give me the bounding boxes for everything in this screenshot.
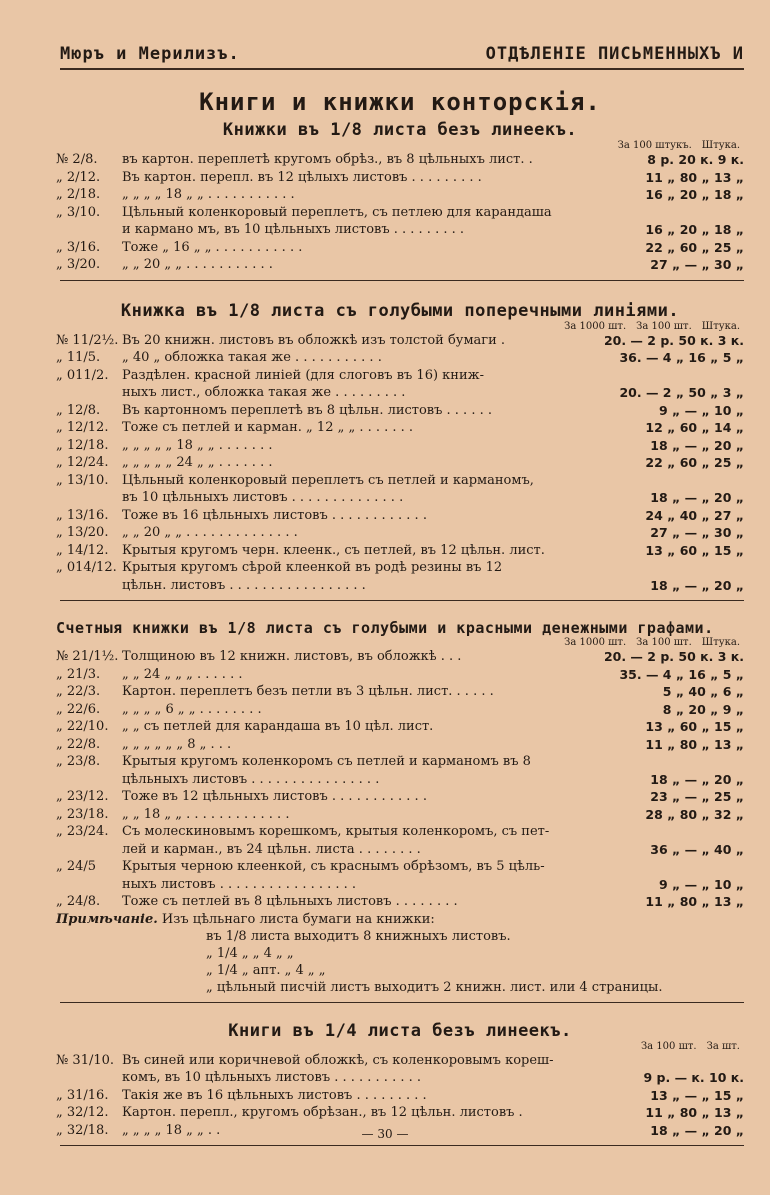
item-number: „ 22/10. — [56, 719, 109, 734]
item-description: Картон. перепл., кругомъ обрѣзан., въ 12 цѣльн. листовъ . — [122, 1105, 523, 1120]
note-line: „ цѣльный писчій листъ выходитъ 2 книжн. лист. или 4 страницы. — [206, 979, 663, 995]
item-prices: 18 „ — „ 20 „ — [650, 1122, 744, 1138]
item-prices: 20. — 2 „ 50 „ 3 „ — [619, 385, 744, 400]
item-description: Въ синей или коричневой обложкѣ, съ коленкоровымъ кореш- — [122, 1052, 554, 1068]
list-item — [56, 419, 744, 437]
item-description: „ „ „ „ „ 18 „ „ . . . . . . . — [122, 437, 273, 453]
item-number: „ 13/20. — [56, 525, 109, 540]
list-item — [56, 683, 744, 701]
item-prices: 5 „ 40 „ 6 „ — [662, 684, 744, 699]
column-headers — [56, 140, 740, 151]
item-number: „ 21/3. — [56, 666, 101, 682]
list-item — [56, 256, 744, 274]
section-title: Книжка въ 1/8 листа съ голубыми поперечными линіями. — [120, 300, 680, 321]
item-number: „ 22/6. — [56, 701, 101, 717]
item-description: Крытыя кругомъ сѣрой клеенкой въ родѣ резины въ 12 — [122, 560, 503, 575]
item-description: Въ 20 книжн. листовъ въ обложкѣ изъ толстой бумаги . — [122, 332, 506, 348]
item-description: „ „ 20 „ „ . . . . . . . . . . . — [122, 257, 273, 272]
item-prices: 12 „ 60 „ 14 „ — [645, 420, 744, 435]
list-item — [56, 1052, 744, 1070]
page-title: Книги и книжки конторскія. — [199, 88, 601, 116]
list-item — [56, 893, 744, 911]
column-headers — [56, 1041, 740, 1052]
item-description: Крытыя черною клеенкой, съ краснымъ обрѣзомъ, въ 5 цѣль- — [122, 859, 545, 874]
page-number: — 30 — — [361, 1127, 409, 1141]
item-description: „ „ „ „ „ „ 8 „ . . . — [122, 736, 232, 752]
list-item — [56, 349, 744, 367]
item-number: „ 23/24. — [56, 824, 109, 839]
item-description: „ „ съ петлей для карандаша въ 10 цѣл. лист. — [122, 719, 434, 734]
item-prices: 11 „ 80 „ 13 „ — [645, 1105, 744, 1120]
list-item — [56, 718, 744, 736]
column-header: За 100 штукъ. — [617, 140, 692, 151]
note-line: „ 1/4 „ „ 4 „ „ — [206, 945, 294, 961]
item-prices: 11 „ 80 „ 13 „ — [645, 736, 744, 752]
list-item — [56, 472, 744, 490]
item-prices: 22 „ 60 „ 25 „ — [645, 455, 744, 470]
column-headers — [56, 637, 740, 648]
list-item — [56, 169, 744, 187]
item-description: Въ картон. перепл. въ 12 цѣлыхъ листовъ . . . . . . . . . — [122, 169, 482, 185]
section-divider — [60, 1145, 744, 1146]
item-description: „ „ „ „ 18 „ „ . . — [122, 1122, 221, 1138]
item-number: „ 22/8. — [56, 736, 101, 752]
item-prices: 11 „ 80 „ 13 „ — [645, 169, 744, 185]
item-prices: 9 „ — „ 10 „ — [659, 402, 744, 418]
header-left: Мюръ и Мерилизъ. — [60, 44, 240, 64]
item-number: „ 12/18. — [56, 437, 109, 453]
item-number — [56, 876, 122, 894]
list-item — [56, 648, 744, 666]
item-number — [56, 577, 122, 595]
note-line: въ 1/8 листа выходитъ 8 книжныхъ листовъ. — [206, 928, 511, 944]
item-number: „ 12/12. — [56, 420, 109, 435]
item-description: „ „ „ „ 18 „ „ . . . . . . . . . . . — [122, 187, 295, 202]
item-prices: 13 „ 60 „ 15 „ — [645, 719, 744, 734]
column-header: Штука. — [701, 637, 740, 648]
item-description: Крытыя кругомъ коленкоромъ съ петлей и карманомъ въ 8 — [122, 754, 531, 769]
item-prices — [594, 367, 744, 385]
item-description: Толщиною въ 12 книжн. листовъ, въ обложкѣ . . . — [122, 649, 462, 664]
item-prices — [594, 858, 744, 876]
list-item — [56, 204, 744, 222]
item-number: „ 24/5 — [56, 859, 97, 874]
column-header: Штука. — [701, 320, 740, 332]
item-description: въ 10 цѣльныхъ листовъ . . . . . . . . . . . . . . — [122, 490, 404, 505]
list-item — [56, 788, 744, 806]
item-prices: 18 „ — „ 20 „ — [650, 577, 744, 593]
item-number: „ 31/16. — [56, 1087, 109, 1103]
item-prices: 8 „ 20 „ 9 „ — [662, 701, 744, 717]
item-number — [56, 841, 122, 859]
item-prices: 11 „ 80 „ 13 „ — [645, 894, 744, 909]
item-prices: 13 „ — „ 15 „ — [650, 1087, 744, 1103]
list-item — [56, 577, 744, 595]
list-item — [56, 1069, 744, 1087]
item-number: „ 13/16. — [56, 507, 109, 523]
item-description: ныхъ лист., обложка такая же . . . . . . . . . — [122, 385, 406, 400]
item-number: „ 22/3. — [56, 684, 101, 699]
item-description: Такія же въ 16 цѣльныхъ листовъ . . . . . . . . . — [122, 1087, 427, 1103]
column-header: За шт. — [706, 1040, 740, 1052]
price-section — [56, 120, 744, 281]
item-number — [56, 384, 122, 402]
list-item — [56, 753, 744, 771]
item-number: „ 2/18. — [56, 187, 101, 202]
item-description: Тоже „ 16 „ „ . . . . . . . . . . . — [122, 239, 303, 255]
item-number: „ 3/10. — [56, 204, 101, 220]
column-header: Штука. — [701, 140, 740, 151]
section-divider — [60, 600, 744, 601]
item-number: „ 23/18. — [56, 806, 109, 822]
item-description: „ „ 18 „ „ . . . . . . . . . . . . . — [122, 806, 290, 822]
section-divider — [60, 280, 744, 281]
item-prices: 9 „ — „ 10 „ — [659, 876, 744, 892]
item-number: „ 14/12. — [56, 542, 109, 558]
column-header: За 100 шт. — [636, 637, 692, 648]
item-number — [56, 771, 122, 789]
list-item — [56, 736, 744, 754]
item-prices: 18 „ — „ 20 „ — [650, 437, 744, 453]
item-prices: 18 „ — „ 20 „ — [650, 771, 744, 787]
item-description: Тоже въ 12 цѣльныхъ листовъ . . . . . . . . . . . . — [122, 789, 427, 804]
item-number: № 2/8. — [56, 152, 98, 167]
item-description: цѣльн. листовъ . . . . . . . . . . . . . . . . . — [122, 577, 366, 593]
section-title: Счетныя книжки въ 1/8 листа съ голубыми и красными денежными графами. — [56, 619, 714, 637]
item-description: Съ молескиновымъ корешкомъ, крытыя коленкоромъ, съ пет- — [122, 824, 550, 839]
item-description: въ картон. переплетѣ кругомъ обрѣз., въ 8 цѣльныхъ лист. . — [122, 152, 533, 167]
list-item — [56, 1104, 744, 1122]
column-header: За 1000 шт. — [564, 637, 627, 648]
item-number — [56, 1069, 122, 1087]
item-prices: 20. — 2 р. 50 к. 3 к. — [603, 332, 744, 348]
note-line: „ 1/4 „ апт. „ 4 „ „ — [206, 962, 326, 978]
list-item — [56, 186, 744, 204]
item-number: „ 13/10. — [56, 472, 109, 488]
item-description: Тоже въ 16 цѣльныхъ листовъ . . . . . . . . . . . . — [122, 507, 427, 523]
price-section — [56, 619, 744, 1003]
running-header — [60, 0, 744, 70]
item-number — [56, 489, 122, 507]
item-prices — [594, 1052, 744, 1070]
item-description: лей и карман., въ 24 цѣльн. листа . . . . . . . . — [122, 841, 421, 857]
item-description: Картон. переплетъ безъ петли въ 3 цѣльн. лист. . . . . . — [122, 684, 494, 699]
item-prices: 23 „ — „ 25 „ — [650, 789, 744, 804]
list-item — [56, 876, 744, 894]
note-block — [56, 911, 744, 996]
list-item — [56, 367, 744, 385]
item-prices: 8 р. 20 к. 9 к. — [647, 152, 744, 167]
item-number: „ 011/2. — [56, 367, 109, 383]
list-item — [56, 823, 744, 841]
item-number: „ 23/8. — [56, 754, 101, 769]
list-item — [56, 384, 744, 402]
list-item — [56, 524, 744, 542]
list-item — [56, 542, 744, 560]
list-item — [56, 402, 744, 420]
column-header: За 100 шт. — [636, 320, 692, 332]
item-number: „ 24/8. — [56, 894, 101, 909]
item-prices: 9 р. — к. 10 к. — [643, 1070, 744, 1085]
list-item — [56, 1087, 744, 1105]
item-number: „ 11/5. — [56, 350, 101, 365]
list-item — [56, 806, 744, 824]
list-item — [56, 151, 744, 169]
item-description: Крытыя кругомъ черн. клеенк., съ петлей, въ 12 цѣльн. лист. — [122, 542, 545, 558]
item-prices: 28 „ 80 „ 32 „ — [645, 806, 744, 822]
list-item — [56, 701, 744, 719]
column-headers — [56, 321, 740, 332]
item-prices: 18 „ — „ 20 „ — [650, 490, 744, 505]
item-number: № 11/2½. — [56, 332, 119, 348]
item-description: Тоже съ петлей и карман. „ 12 „ „ . . . . . . . — [122, 420, 414, 435]
item-prices — [594, 823, 744, 841]
item-description: Цѣльный коленкоровый переплетъ, съ петлею для карандаша — [122, 204, 552, 220]
item-number: „ 3/20. — [56, 257, 101, 272]
item-prices: 22 „ 60 „ 25 „ — [645, 239, 744, 255]
item-description: Цѣльный коленкоровый переплетъ съ петлей и карманомъ, — [122, 472, 534, 488]
list-item — [56, 437, 744, 455]
item-number: „ 23/12. — [56, 789, 109, 804]
item-number: „ 12/24. — [56, 455, 109, 470]
item-number: „ 32/18. — [56, 1122, 109, 1138]
item-description: Раздѣлен. красной линіей (для слоговъ въ 16) книж- — [122, 367, 484, 383]
item-description: „ „ „ „ 6 „ „ . . . . . . . . — [122, 701, 262, 717]
list-item — [56, 332, 744, 350]
item-number: „ 32/12. — [56, 1105, 109, 1120]
item-number: „ 3/16. — [56, 239, 101, 255]
section-title: Книги въ 1/4 листа безъ линеекъ. — [228, 1020, 572, 1041]
item-description: „ „ 20 „ „ . . . . . . . . . . . . . . — [122, 525, 298, 540]
column-header: За 1000 шт. — [564, 320, 627, 332]
item-prices — [594, 472, 744, 490]
item-description: и кармано мъ, въ 10 цѣльныхъ листовъ . . . . . . . . . — [122, 222, 464, 237]
item-prices: 27 „ — „ 30 „ — [650, 525, 744, 540]
item-number: „ 2/12. — [56, 169, 101, 185]
item-prices — [594, 753, 744, 771]
item-prices: 36. — 4 „ 16 „ 5 „ — [619, 350, 744, 365]
note-line: Изъ цѣльнаго листа бумаги на книжки: — [157, 911, 435, 927]
list-item — [56, 454, 744, 472]
section-divider — [60, 1002, 744, 1003]
item-description: ныхъ листовъ . . . . . . . . . . . . . . . . . — [122, 876, 357, 892]
list-item — [56, 771, 744, 789]
section-title: Книжки въ 1/8 листа безъ линеекъ. — [222, 120, 578, 140]
item-number: № 21/1½. — [56, 649, 119, 664]
list-item — [56, 239, 744, 257]
item-prices: 13 „ 60 „ 15 „ — [645, 542, 744, 558]
item-prices: 35. — 4 „ 16 „ 5 „ — [619, 666, 744, 682]
list-item — [56, 858, 744, 876]
item-number: „ 12/8. — [56, 402, 101, 418]
item-prices — [594, 559, 744, 577]
item-prices: 36 „ — „ 40 „ — [650, 841, 744, 857]
list-item — [56, 507, 744, 525]
item-description: комъ, въ 10 цѣльныхъ листовъ . . . . . . . . . . . — [122, 1070, 421, 1085]
item-number: „ 014/12. — [56, 560, 117, 575]
item-number: № 31/10. — [56, 1052, 115, 1068]
item-prices: 20. — 2 р. 50 к. 3 к. — [603, 649, 744, 664]
item-description: „ „ „ „ „ 24 „ „ . . . . . . . — [122, 455, 273, 470]
list-item — [56, 666, 744, 684]
header-right: ОТДѢЛЕНІЕ ПИСЬМЕННЫХЪ И — [485, 44, 744, 64]
item-prices: 27 „ — „ 30 „ — [650, 257, 744, 272]
item-description: „ „ 24 „ „ „ . . . . . . — [122, 666, 243, 682]
column-header: За 100 шт. — [640, 1040, 697, 1052]
note-label: Примѣчаніе. — [56, 911, 158, 927]
price-sections — [56, 120, 744, 1146]
list-item — [56, 221, 744, 239]
item-description: Тоже съ петлей въ 8 цѣльныхъ листовъ . . . . . . . . — [122, 894, 458, 909]
item-description: Въ картонномъ переплетѣ въ 8 цѣльн. листовъ . . . . . . — [122, 402, 492, 418]
item-prices: 24 „ 40 „ 27 „ — [645, 507, 744, 523]
price-section — [56, 301, 744, 602]
item-description: „ 40 „ обложка такая же . . . . . . . . . . . — [122, 350, 382, 365]
list-item — [56, 559, 744, 577]
list-item — [56, 841, 744, 859]
item-prices: 16 „ 20 „ 18 „ — [645, 222, 744, 237]
item-prices: 16 „ 20 „ 18 „ — [645, 187, 744, 202]
item-prices — [594, 204, 744, 222]
item-description: цѣльныхъ листовъ . . . . . . . . . . . . . . . . — [122, 771, 380, 787]
list-item — [56, 489, 744, 507]
item-number — [56, 221, 122, 239]
